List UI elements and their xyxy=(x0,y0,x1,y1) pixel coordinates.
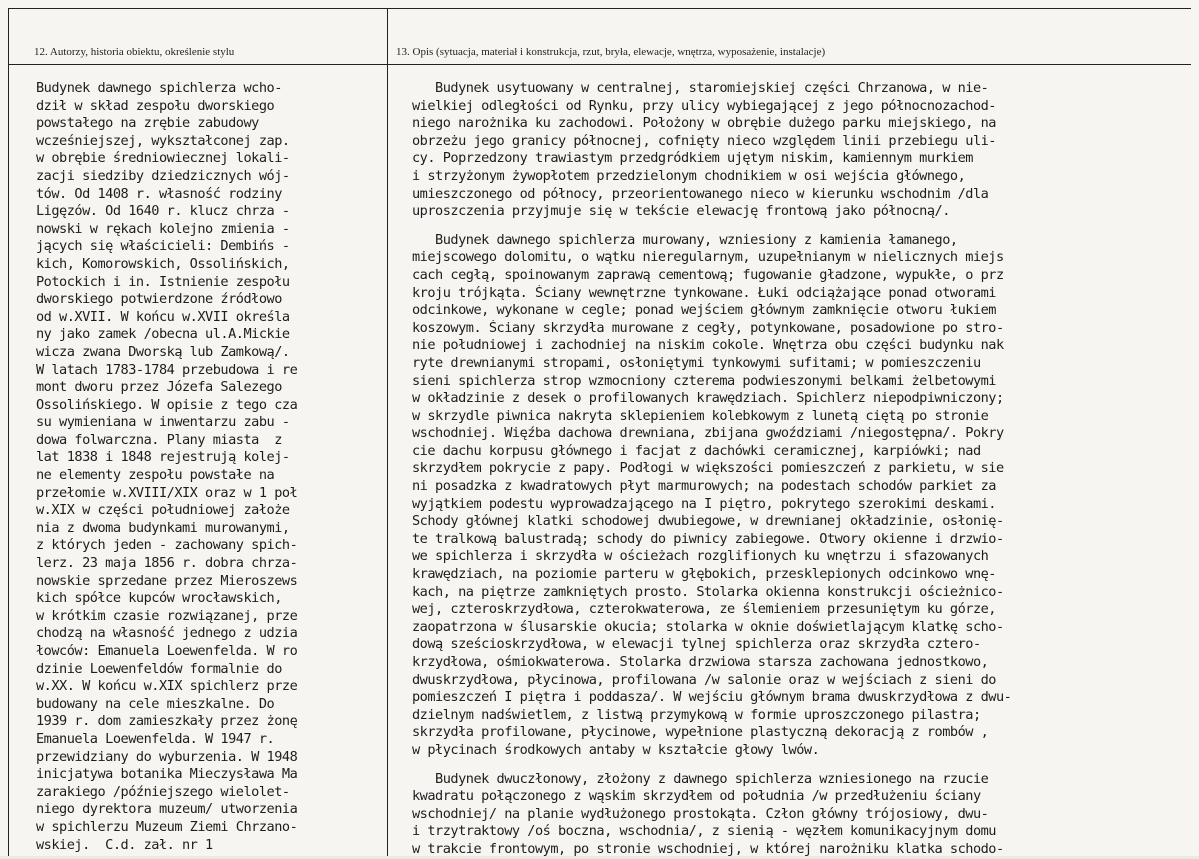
text-line: Ligęzów. Od 1640 r. klucz chrza - xyxy=(36,203,290,220)
text-line: krawędziach, na poziomie parteru w głębokich, przesklepionych odcinkowo wnę- xyxy=(412,566,996,583)
text-line: ni posadzka z kwadratowych płyt marmurowych; na podestach schodów parkiet za xyxy=(412,478,996,495)
text-line: w obrębie średniowiecznej lokali- xyxy=(36,150,290,167)
text-line: w okładzinie z desek o profilowanych krawędziach. Spichlerz niepodpiwniczony; xyxy=(412,390,1004,407)
text-line: w płycinach środkowych antaby w kształcie głowy lwów. xyxy=(412,741,820,758)
text-line: wschodniej/ na planie wydłużonego prostokąta. Człon główny trójosiowy, dwu- xyxy=(412,805,989,822)
text-line: uproszczenia przyjmuje się w tekście elewację frontową jako północną/. xyxy=(412,203,950,220)
text-line: 1939 r. dom zamieszkały przez żonę xyxy=(36,713,298,730)
description-text-column xyxy=(412,80,1011,859)
text-line: dowa folwarczna. Plany miasta z xyxy=(36,431,282,448)
text-line: skrzydłem pokrycie z papy. Podłogi w większości pomieszczeń z parkietu, w sie xyxy=(412,460,1004,477)
text-line: Budynek dawnego spichlerza murowany, wzniesiony z kamienia łamanego, xyxy=(412,231,958,248)
text-line: lat 1838 i 1848 rejestrują kolej- xyxy=(36,449,290,466)
text-line: skrzydła profilowane, płycinowe, wypełnione plastyczną dekoracją z rombów , xyxy=(412,724,989,741)
text-line: W latach 1783-1784 przebudowa i re xyxy=(36,361,298,378)
text-line: inicjatywa botanika Mieczysława Ma xyxy=(36,766,298,783)
text-line: w spichlerzu Muzeum Ziemi Chrzano- xyxy=(36,818,298,835)
paragraph-gap xyxy=(412,760,1011,771)
text-line: powstałego na zrębie zabudowy xyxy=(36,115,259,132)
text-line: dową sześcioskrzydłowa, w elewacji tylnej spichlerza oraz skrzydła cztero- xyxy=(412,636,981,653)
text-line: w.XX. W końcu w.XIX spichlerz prze xyxy=(36,678,298,695)
text-line: ne elementy zespołu powstałe na xyxy=(36,467,275,484)
text-line: we spichlerza i skrzydła w ościeżach rozglifionych ku wnętrzu i sfazowanych xyxy=(412,548,989,565)
text-line: Budynek dwuczłonowy, złożony z dawnego spichlerza wzniesionego na rzucie xyxy=(412,770,989,787)
text-line: koszowym. Ściany skrzydła murowane z cegły, potynkowane, posadowione po stro- xyxy=(412,319,1004,336)
text-line: umieszczonego od północy, przeorientowanego nieco w kierunku wschodnim /dla xyxy=(412,185,989,202)
text-line: zarakiego /późniejszego wielolet- xyxy=(36,783,290,800)
text-line: miejscowego dolomitu, o wątku nieregularnym, uzupełnianym w nielicznych miejs xyxy=(412,249,1004,266)
text-line: dwuskrzydłowa, płycinowa, profilowana /w salonie oraz w wejściach z sieni do xyxy=(412,671,996,688)
text-line: niego dyrektora muzeum/ utworzenia xyxy=(36,801,298,818)
text-line: sieni spichlerza strop wzmocniony czterema podwieszonymi belkami żelbetowymi xyxy=(412,372,996,389)
text-line: kich, Komorowskich, Ossolińskich, xyxy=(36,255,290,272)
text-line: Ossolińskiego. W opisie z tego cza xyxy=(36,396,298,413)
text-line: w trakcie frontowym, po stronie wschodniej, w której narożniku klatka schodo- xyxy=(412,840,1004,857)
text-line: cy. Poprzedzony trawiastym przedgródkiem ujętym niskim, kamiennym murkiem xyxy=(412,150,973,167)
text-line: kich spółce kupców wrocławskich, xyxy=(36,590,282,607)
text-line: Budynek dawnego spichlerza wcho- xyxy=(36,80,282,96)
text-line: lerz. 23 maja 1856 r. dobra chrza- xyxy=(36,555,298,572)
text-line: przełomie w.XVIII/XIX oraz w 1 poł xyxy=(36,484,298,501)
text-line: dzinie Loewenfeldów formalnie do xyxy=(36,660,282,677)
text-line: dzielnym nadświetlem, z listwą przymykową w formie uproszczonego pilastra; xyxy=(412,706,981,723)
text-line: wicza zwana Dworską lub Zamkową/. xyxy=(36,343,290,360)
column-divider xyxy=(387,36,388,856)
text-line: cie dachu korpusu głównego i facjat z dachówki ceramicznej, karpiówki; nad xyxy=(412,442,981,459)
text-line: nia z dwoma budynkami murowanymi, xyxy=(36,519,290,536)
frame-left-rule xyxy=(8,8,9,856)
text-line: Potockich i in. Istnienie zespołu xyxy=(36,273,290,290)
text-line: w krótkim czasie rozwiązanej, prze xyxy=(36,607,298,624)
text-line: tów. Od 1408 r. własność rodziny xyxy=(36,185,282,202)
text-line: Emanuela Loewenfelda. W 1947 r. xyxy=(36,730,275,747)
text-line: wielkiej odległości od Rynku, przy ulicy wybiegającej z jego północnozachod- xyxy=(412,97,996,114)
text-line: zaopatrzona w ślusarskie okucia; stolarka w oknie doświetlającym klatkę scho- xyxy=(412,618,1004,635)
text-line: nowski w rękach kolejno zmienia - xyxy=(36,220,290,237)
text-line: budowany na cele mieszkalne. Do xyxy=(36,695,275,712)
text-line: kach, na piętrze zamkniętych prosto. Stolarka okienna konstrukcji ościeżnico- xyxy=(412,583,1004,600)
text-line: z których jeden - zachowany spich- xyxy=(36,537,298,554)
text-line: zacji siedziby dziedzicznych wój- xyxy=(36,167,290,184)
text-line: dził w skład zespołu dworskiego xyxy=(36,97,275,114)
text-line: wcześniejszej, wykształconej zap. xyxy=(36,132,290,149)
text-line: ryte drewnianymi stropami, osłoniętymi tynkowymi sufitami; w pomieszczeniu xyxy=(412,354,981,371)
text-line: dworskiego potwierdzone źródłowo xyxy=(36,291,282,308)
text-line: nie południowej i zachodniej na niskim cokole. Wnętrza obu części budynku nak xyxy=(412,337,1004,354)
text-line: odcinkowe, wykonane w cegle; ponad wejściem głównym zamknięcie otworu łukiem xyxy=(412,302,996,319)
text-line: jących się właścicieli: Dembińs - xyxy=(36,238,290,255)
text-line: chodzą na własność jednego z udzia xyxy=(36,625,298,642)
text-line: w skrzydle piwnica nakryta sklepieniem kolebkowym z lunetą ciętą po stronie xyxy=(412,407,989,424)
text-line: i trzytraktowy /oś boczna, wschodnia/, z sienią - węzłem komunikacyjnym domu xyxy=(412,823,996,840)
text-line: ny jako zamek /obecna ul.A.Mickie xyxy=(36,326,290,343)
text-line: wyjątkiem podestu wyprowadzającego na I piętro, pokrytego szerokimi deskami. xyxy=(412,495,996,512)
text-line: mont dworu przez Józefa Salezego xyxy=(36,379,282,396)
text-line: i strzyżonym żywopłotem przedzielonym chodnikiem w osi wejścia głównego, xyxy=(412,167,966,184)
section-13-label: 13. Opis (sytuacja, materiał i konstrukcja, rzut, bryła, elewacje, wnętrza, wyposażenie, instalacje) xyxy=(396,46,826,58)
text-line: krzydłowa, ośmiokwaterowa. Stolarka drzwiowa starsza zachowana jednostkowo, xyxy=(412,654,989,670)
text-line: kroju trójkąta. Ściany wewnętrzne tynkowane. Łuki odciążające ponad otworami xyxy=(412,284,996,301)
frame-top-rule xyxy=(8,8,1191,9)
text-line: cach cegłą, spoinowanym zaprawą cementową; fugowanie gładzone, wypukłe, o prz xyxy=(412,266,1004,283)
history-text-column xyxy=(36,80,297,854)
text-line: Budynek usytuowany w centralnej, staromiejskiej części Chrzanowa, w nie- xyxy=(412,80,989,96)
text-line: od w.XVII. W końcu w.XVII określa xyxy=(36,308,290,325)
text-line: su wymieniana w inwentarzu zabu - xyxy=(36,414,290,431)
text-line: wej, czteroskrzydłowa, czterokwaterowa, ze ślemieniem przesuniętym ku górze, xyxy=(412,601,996,618)
text-line: wschodniej. Więźba dachowa drewniana, zbijana gwoździami /niegostępna/. Pokry xyxy=(412,425,1004,442)
text-line: niego narożnika ku zachodowi. Położony w obrębie dużego parku miejskiego, na xyxy=(412,115,996,132)
section-12-label: 12. Autorzy, historia obiektu, określenie stylu xyxy=(34,46,235,58)
text-line: pomieszczeń I piętra i poddasza/. W wejściu głównym brama dwuskrzydłowa z dwu- xyxy=(412,689,1012,706)
text-line: w.XIX w części południowej założe xyxy=(36,502,290,519)
text-line: te tralkową balustradą; schody do piwnicy zabiegowe. Otwory okienne i drzwio- xyxy=(412,530,1004,547)
text-line: wskiej. C.d. zał. nr 1 xyxy=(36,836,213,853)
text-line: nowskie sprzedane przez Mieroszews xyxy=(36,572,298,589)
text-line: Schody głównej klatki schodowej dwubiegowe, w drewnianej okładzinie, osłonię- xyxy=(412,513,1004,530)
text-line: przewidziany do wyburzenia. W 1948 xyxy=(36,748,298,765)
header-rule xyxy=(8,64,1191,65)
text-line: obrzeżu jego granicy północnej, cofnięty nieco względem linii przebiegu uli- xyxy=(412,132,996,149)
paragraph-gap xyxy=(412,221,1011,232)
text-line: łowców: Emanuela Loewenfelda. W ro xyxy=(36,643,298,659)
text-line: kwadratu połączonego z wąskim skrzydłem od południa /w przedłużeniu ściany xyxy=(412,788,981,805)
